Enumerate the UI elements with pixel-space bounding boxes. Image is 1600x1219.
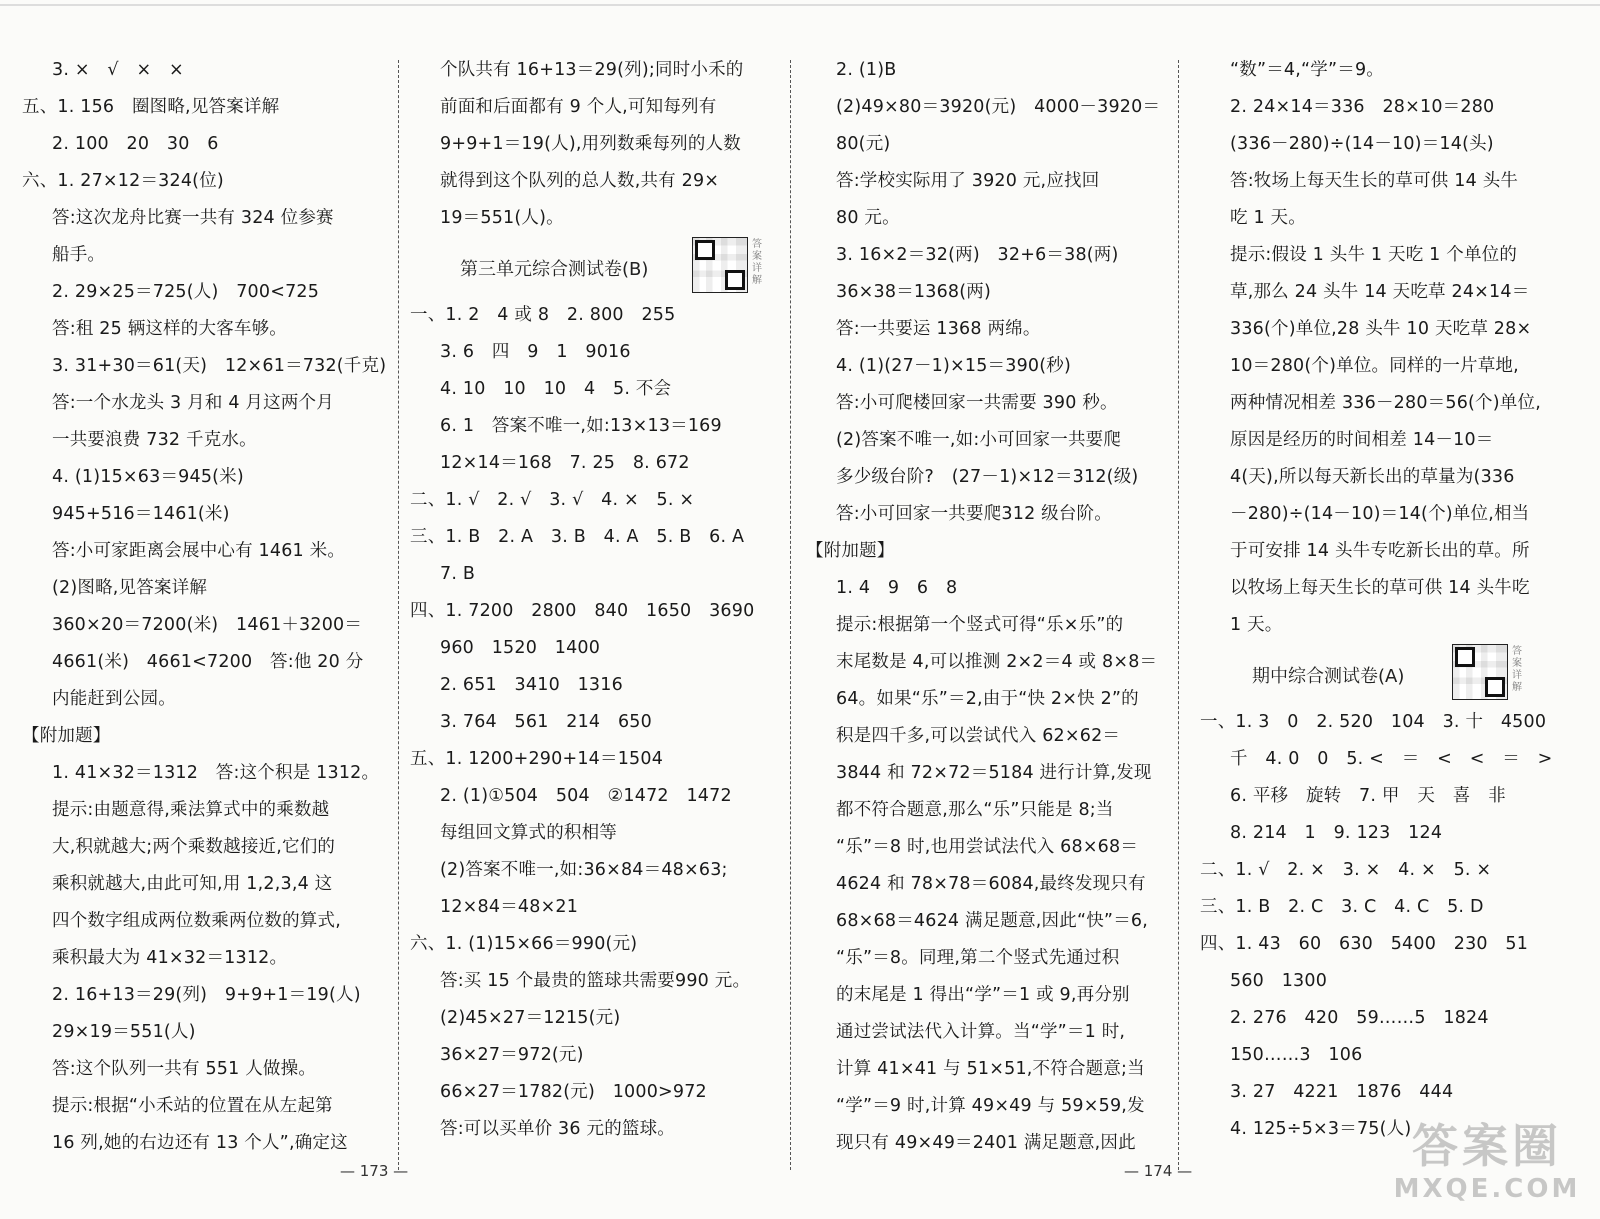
text-line: (2)答案不唯一,如:小可回家一共要爬	[836, 430, 1122, 450]
text-line: 8. 214 1 9. 123 124	[1230, 823, 1443, 843]
text-line: 答:一共要运 1368 两绵。	[836, 319, 1041, 339]
text-line: 内能赶到公园。	[52, 689, 176, 709]
text-line: 一、1. 2 4 或 8 2. 800 255	[410, 305, 676, 325]
text-line: 答:这次龙舟比赛一共有 324 位参赛	[52, 208, 334, 228]
text-line: 2. 16+13＝29(列) 9+9+1＝19(人)	[52, 985, 361, 1005]
text-line: 1 天。	[1230, 615, 1283, 635]
text-line: 六、1. (1)15×66＝990(元)	[410, 934, 638, 954]
text-line: 千 4. 0 0 5. < ＝ < < ＝ >	[1230, 749, 1553, 769]
text-line: 二、1. √ 2. × 3. × 4. × 5. ×	[1200, 860, 1492, 880]
text-line: 原因是经历的时间相差 14－10＝	[1230, 430, 1494, 450]
text-line: 一、1. 3 0 2. 520 104 3. 十 4500	[1200, 712, 1547, 732]
qr-caption: 答案详解	[752, 239, 762, 286]
text-line: 2. (1)①504 504 ②1472 1472	[440, 786, 732, 806]
text-line: 以牧场上每天生长的草可供 14 头牛吃	[1230, 578, 1530, 598]
column-2	[410, 52, 784, 1172]
text-line: 五、1. 1200+290+14＝1504	[410, 749, 664, 769]
text-line: 66×27＝1782(元) 1000>972	[440, 1082, 707, 1102]
text-line: 336(个)单位,28 头牛 10 天吃草 28×	[1230, 319, 1532, 339]
qr-code-icon[interactable]	[1452, 644, 1508, 700]
text-line: 64。如果“乐”＝2,由于“快 2×快 2”的	[836, 689, 1139, 709]
watermark-text: 答案圈	[1412, 1119, 1562, 1173]
text-line: 就得到这个队列的总人数,共有 29×	[440, 171, 720, 191]
text-line: 945+516＝1461(米)	[52, 504, 230, 524]
text-line: 2. 651 3410 1316	[440, 675, 623, 695]
top-edge	[0, 4, 1600, 6]
text-line: 答:小可回家一共要爬312 级台阶。	[836, 504, 1112, 524]
text-line: 7. B	[440, 564, 476, 584]
text-line: －280)÷(14－10)＝14(个)单位,相当	[1230, 504, 1530, 524]
text-line: 六、1. 27×12＝324(位)	[22, 171, 224, 191]
watermark-url: MXQE.COM	[1393, 1174, 1581, 1204]
text-line: 1. 41×32＝1312 答:这个积是 1312。	[52, 763, 380, 783]
text-line: 答:这个队列一共有 551 人做操。	[52, 1059, 317, 1079]
text-line: 80(元)	[836, 134, 891, 154]
text-line: 10＝280(个)单位。同样的一片草地,	[1230, 356, 1519, 376]
text-line: 四、1. 7200 2800 840 1650 3690	[410, 601, 755, 621]
text-line: 现只有 49×49＝2401 满足题意,因此	[836, 1133, 1136, 1153]
text-line: 【附加题】	[806, 541, 895, 561]
text-line: (2)45×27＝1215(元)	[440, 1008, 621, 1028]
text-line: 1. 4 9 6 8	[836, 578, 958, 598]
text-line: 于可安排 14 头牛专吃新长出的草。所	[1230, 541, 1530, 561]
qr-caption: 答案详解	[1512, 646, 1522, 693]
text-line: 提示:根据“小禾站的位置在从左起第	[52, 1096, 333, 1116]
text-line: 4624 和 78×78＝6084,最终发现只有	[836, 874, 1146, 894]
text-line: 2. 276 420 59……5 1824	[1230, 1008, 1489, 1028]
text-line: 船手。	[52, 245, 106, 265]
text-line: 560 1300	[1230, 971, 1328, 991]
text-line: 2. (1)B	[836, 60, 897, 80]
text-line: 草,那么 24 头牛 14 天吃草 24×14＝	[1230, 282, 1530, 302]
column-3	[806, 52, 1166, 1172]
text-line: 36×38＝1368(两)	[836, 282, 991, 302]
text-line: 个队共有 16+13＝29(列);同时小禾的	[440, 60, 744, 80]
text-line: 答:小可爬楼回家一共需要 390 秒。	[836, 393, 1118, 413]
text-line: (2)49×80＝3920(元) 4000－3920＝	[836, 97, 1161, 117]
text-line: 乘积就越大,由此可知,用 1,2,3,4 这	[52, 874, 333, 894]
text-line: 通过尝试法代入计算。当“学”＝1 时,	[836, 1022, 1126, 1042]
text-line: 答:小可家距离会展中心有 1461 米。	[52, 541, 346, 561]
text-line: 2. 24×14＝336 28×10＝280	[1230, 97, 1495, 117]
text-line: (2)答案不唯一,如:36×84＝48×63;	[440, 860, 728, 880]
text-line: 4661(米) 4661<7200 答:他 20 分	[52, 652, 364, 672]
page-number-right: — 174 —	[1124, 1162, 1193, 1180]
text-line: 9+9+1＝19(人),用列数乘每列的人数	[440, 134, 741, 154]
text-line: 6. 1 答案不唯一,如:13×13＝169	[440, 416, 722, 436]
text-line: 36×27＝972(元)	[440, 1045, 584, 1065]
text-line: 【附加题】	[22, 726, 111, 746]
text-line: 计算 41×41 与 51×51,不符合题意;当	[836, 1059, 1145, 1079]
text-line: 吃 1 天。	[1230, 208, 1306, 228]
watermark-logo	[1392, 1118, 1582, 1214]
text-line: 四个数字组成两位数乘两位数的算式,	[52, 911, 341, 931]
text-line: 3. 16×2＝32(两) 32+6＝38(两)	[836, 245, 1119, 265]
column-divider	[1178, 60, 1179, 1170]
text-line: “学”＝9 时,计算 49×49 与 59×59,发	[836, 1096, 1145, 1116]
section-heading-unit3-b	[410, 237, 784, 297]
text-line: 答:可以买单价 36 元的篮球。	[440, 1119, 675, 1139]
text-line: 3. 27 4221 1876 444	[1230, 1082, 1454, 1102]
text-line: 每组回文算式的积相等	[440, 823, 617, 843]
text-line: 多少级台阶? (27－1)×12＝312(级)	[836, 467, 1139, 487]
text-line: 积是四千多,可以尝试代入 62×62＝	[836, 726, 1121, 746]
text-line: 150……3 106	[1230, 1045, 1363, 1065]
text-line: 提示:假设 1 头牛 1 天吃 1 个单位的	[1230, 245, 1518, 265]
text-line: 360×20＝7200(米) 1461＋3200＝	[52, 615, 363, 635]
text-line: 答:一个水龙头 3 月和 4 月这两个月	[52, 393, 334, 413]
text-line: 4. 125÷5×3＝75(人)	[1230, 1119, 1412, 1139]
text-line: 提示:根据第一个竖式可得“乐×乐”的	[836, 615, 1124, 635]
text-line: 五、1. 156 圈图略,见答案详解	[22, 97, 280, 117]
section-title: 第三单元综合测试卷(B)	[460, 259, 649, 280]
text-line: “乐”＝8。同理,第二个竖式先通过积	[836, 948, 1120, 968]
section-heading-midterm-a	[1200, 644, 1580, 704]
page-number-left: — 173 —	[340, 1162, 409, 1180]
text-line: 大,积就越大;两个乘数越接近,它们的	[52, 837, 336, 857]
text-line: 前面和后面都有 9 个人,可知每列有	[440, 97, 717, 117]
text-line: 答:学校实际用了 3920 元,应找回	[836, 171, 1100, 191]
text-line: 29×19＝551(人)	[52, 1022, 196, 1042]
column-divider	[790, 60, 791, 1170]
text-line: 4. (1)15×63＝945(米)	[52, 467, 244, 487]
column-divider	[398, 60, 399, 1170]
text-line: 3844 和 72×72＝5184 进行计算,发现	[836, 763, 1152, 783]
text-line: 三、1. B 2. C 3. C 4. C 5. D	[1200, 897, 1484, 917]
text-line: 答:租 25 辆这样的大客车够。	[52, 319, 287, 339]
text-line: 3. 31+30＝61(天) 12×61＝732(千克)	[52, 356, 387, 376]
text-line: 末尾数是 4,可以推测 2×2＝4 或 8×8＝	[836, 652, 1158, 672]
text-line: 2. 29×25＝725(人) 700<725	[52, 282, 320, 302]
text-line: 一共要浪费 732 千克水。	[52, 430, 257, 450]
text-line: 12×84＝48×21	[440, 897, 579, 917]
text-line: 都不符合题意,那么“乐”只能是 8;当	[836, 800, 1114, 820]
text-line: 4(天),所以每天新长出的草量为(336	[1230, 467, 1515, 487]
text-line: “数”＝4,“学”＝9。	[1230, 60, 1384, 80]
text-line: (2)图略,见答案详解	[52, 578, 208, 598]
text-line: (336－280)÷(14－10)＝14(头)	[1230, 134, 1494, 154]
text-line: 答:牧场上每天生长的草可供 14 头牛	[1230, 171, 1519, 191]
text-line: 12×14＝168 7. 25 8. 672	[440, 453, 690, 473]
text-line: 80 元。	[836, 208, 900, 228]
column-1	[22, 52, 392, 1172]
text-line: 3. 764 561 214 650	[440, 712, 652, 732]
text-line: 4. (1)(27－1)×15＝390(秒)	[836, 356, 1071, 376]
text-line: 960 1520 1400	[440, 638, 601, 658]
text-line: 3. × √ × ×	[52, 60, 184, 80]
text-line: 乘积最大为 41×32＝1312。	[52, 948, 288, 968]
section-title: 期中综合测试卷(A)	[1252, 666, 1405, 687]
text-line: 19＝551(人)。	[440, 208, 564, 228]
text-line: 的末尾是 1 得出“学”＝1 或 9,再分别	[836, 985, 1130, 1005]
text-line: 16 列,她的右边还有 13 个人”,确定这	[52, 1133, 348, 1153]
text-line: 二、1. √ 2. √ 3. √ 4. × 5. ×	[410, 490, 695, 510]
text-line: “乐”＝8 时,也用尝试法代入 68×68＝	[836, 837, 1139, 857]
text-line: 答:买 15 个最贵的篮球共需要990 元。	[440, 971, 751, 991]
text-line: 4. 10 10 10 4 5. 不会	[440, 379, 672, 399]
column-4	[1200, 52, 1580, 1172]
text-line: 68×68＝4624 满足题意,因此“快”＝6,	[836, 911, 1148, 931]
text-line: 四、1. 43 60 630 5400 230 51	[1200, 934, 1529, 954]
qr-code-icon[interactable]	[692, 237, 748, 293]
text-line: 三、1. B 2. A 3. B 4. A 5. B 6. A	[410, 527, 745, 547]
text-line: 提示:由题意得,乘法算式中的乘数越	[52, 800, 330, 820]
text-line: 6. 平移 旋转 7. 甲 天 喜 非	[1230, 786, 1506, 806]
text-line: 3. 6 四 9 1 9016	[440, 342, 631, 362]
text-line: 2. 100 20 30 6	[52, 134, 219, 154]
text-line: 两种情况相差 336－280＝56(个)单位,	[1230, 393, 1541, 413]
